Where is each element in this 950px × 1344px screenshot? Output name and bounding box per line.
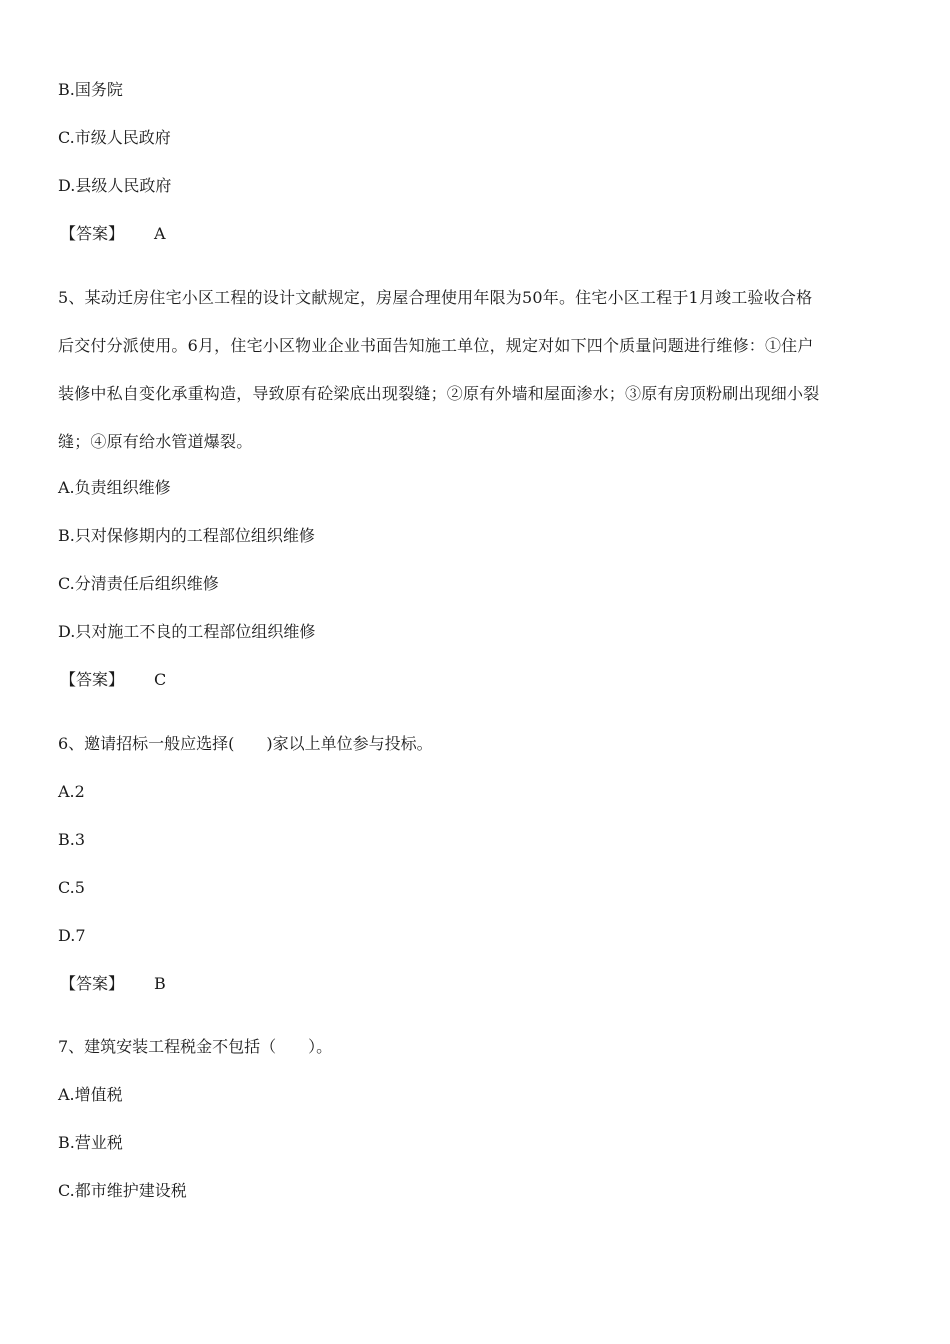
answer-label: 【答案】 [60, 224, 125, 243]
question-stem-line: 装修中私自变化承重构造，导致原有砼梁底出现裂缝；②原有外墙和屋面渗水；③原有房顶粉刷出现细小裂 [58, 384, 820, 403]
answer-label: 【答案】 [60, 974, 125, 993]
question-stem-line: 5、某动迁房住宅小区工程的设计文献规定，房屋合理使用年限为50年。住宅小区工程于1月竣工验收合格 [58, 288, 813, 307]
answer-line [60, 974, 166, 994]
option-b: B.营业税 [58, 1133, 123, 1152]
question-stem: 7、建筑安装工程税金不包括（ ）。 [58, 1037, 333, 1056]
option-d: D.只对施工不良的工程部位组织维修 [58, 622, 316, 641]
answer-value: C [154, 670, 167, 689]
question-stem [58, 274, 888, 466]
option-b: B.3 [58, 830, 86, 849]
answer-value: B [154, 974, 166, 993]
option-d: D.县级人民政府 [58, 176, 172, 195]
option-c: C.市级人民政府 [58, 128, 171, 147]
question-stem: 6、邀请招标一般应选择( )家以上单位参与投标。 [58, 734, 433, 753]
option-b: B.只对保修期内的工程部位组织维修 [58, 526, 315, 545]
option-d: D.7 [58, 926, 86, 945]
option-a: A.增值税 [58, 1085, 123, 1104]
answer-label: 【答案】 [60, 670, 125, 689]
answer-value: A [154, 224, 166, 243]
option-c: C.5 [58, 878, 85, 897]
question-stem-line: 缝；④原有给水管道爆裂。 [58, 432, 253, 451]
answer-line [60, 224, 166, 244]
option-c: C.都市维护建设税 [58, 1181, 187, 1200]
option-c: C.分清责任后组织维修 [58, 574, 219, 593]
question-stem-line: 后交付分派使用。6月，住宅小区物业企业书面告知施工单位，规定对如下四个质量问题进行维修：①住户 [58, 336, 814, 355]
option-a: A.2 [58, 782, 85, 801]
option-b: B.国务院 [58, 80, 123, 99]
option-a: A.负责组织维修 [58, 478, 171, 497]
answer-line [60, 670, 166, 690]
